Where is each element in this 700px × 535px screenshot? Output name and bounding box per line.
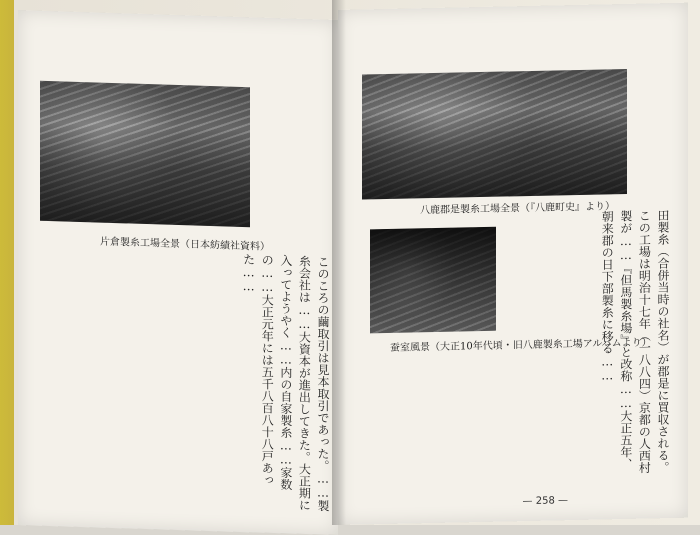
- left-photo-caption: 片倉製糸工場全景（日本紡績社資料）: [100, 236, 270, 253]
- page-number: — 258 —: [522, 495, 568, 508]
- left-page-text: このころの繭取引は見本取引であった。……製糸会社は……大資本が進出してきた。大正期に入ってようやく……内の自家製糸……家数の……大正元年には五千八百八十八戸あった……: [241, 253, 330, 512]
- factory-photo-right: [362, 69, 627, 200]
- book-gutter-shadow: [332, 0, 346, 525]
- interior-photo: [370, 227, 496, 334]
- left-page: [18, 10, 338, 535]
- right-photo-caption: 八鹿郡是製糸工場全景（『八鹿町史』より）: [420, 201, 615, 217]
- interior-photo-caption: 蚕室風景（大正10年代頃・旧八鹿製糸工場アルバムより）: [390, 337, 652, 354]
- right-page: [338, 3, 688, 525]
- right-page-text: 田製糸（合併当時の社名）が郡是に買収される。この工場は明治十七年（一八八四）京都の人西村製が……『但馬製糸場』と改称……大正五年、朝来郡の日下部製糸に移る……: [600, 209, 670, 474]
- factory-photo-left: [40, 81, 250, 228]
